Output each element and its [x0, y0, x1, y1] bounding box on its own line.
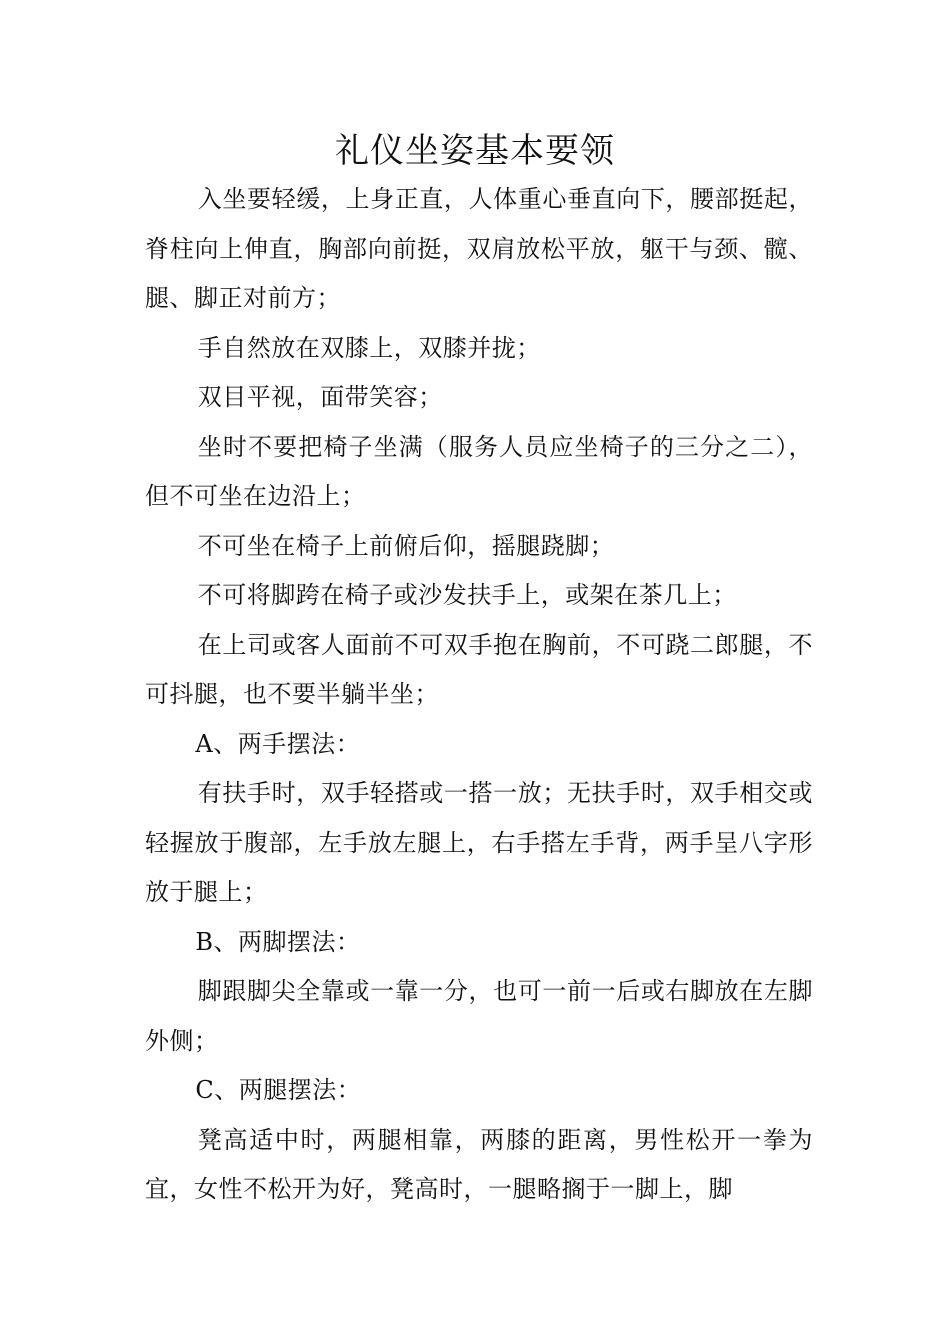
paragraph-posture-overview: 入坐要轻缓，上身正直，人体重心垂直向下，腰部挺起，脊柱向上伸直，胸部向前挺，双肩放松平放，躯干与颈、髋、腿、脚正对前方； — [145, 185, 813, 312]
paragraph-no-feet-on-furniture: 不可将脚跨在椅子或沙发扶手上，或架在茶几上； — [197, 581, 737, 609]
paragraph-hands-placement: 有扶手时，双手轻搭或一搭一放；无扶手时，双手相交或轻握放于腹部，左手放左腿上，右手搭左手背，两手呈八字形放于腿上； — [145, 779, 813, 906]
document-body — [145, 175, 813, 1215]
paragraph-conduct-before-superiors: 在上司或客人面前不可双手抱在胸前，不可跷二郎腿，不可抖腿，也不要半躺半坐； — [145, 630, 813, 708]
paragraph-chair-seating: 坐时不要把椅子坐满（服务人员应坐椅子的三分之二），但不可坐在边沿上； — [145, 432, 813, 510]
paragraph-feet-placement: 脚跟脚尖全靠或一靠一分，也可一前一后或右脚放在左脚外侧； — [145, 977, 813, 1055]
paragraph-legs-placement: 凳高适中时，两腿相靠，两膝的距离，男性松开一拳为宜，女性不松开为好，凳高时，一腿略搁于一脚上，脚 — [145, 1125, 813, 1203]
section-label-legs: C、两腿摆法： — [195, 1076, 362, 1104]
paragraph-hands-on-knees: 手自然放在双膝上，双膝并拢； — [197, 333, 541, 362]
paragraph-no-leaning: 不可坐在椅子上前俯后仰，摇腿跷脚； — [197, 531, 615, 560]
section-label-hands: A、两手摆法： — [195, 729, 361, 758]
section-label-feet: B、两脚摆法： — [195, 927, 361, 956]
document-title: 礼仪坐姿基本要领 — [335, 131, 615, 171]
paragraph-eyes-smile: 双目平视，面带笑容； — [197, 383, 443, 411]
